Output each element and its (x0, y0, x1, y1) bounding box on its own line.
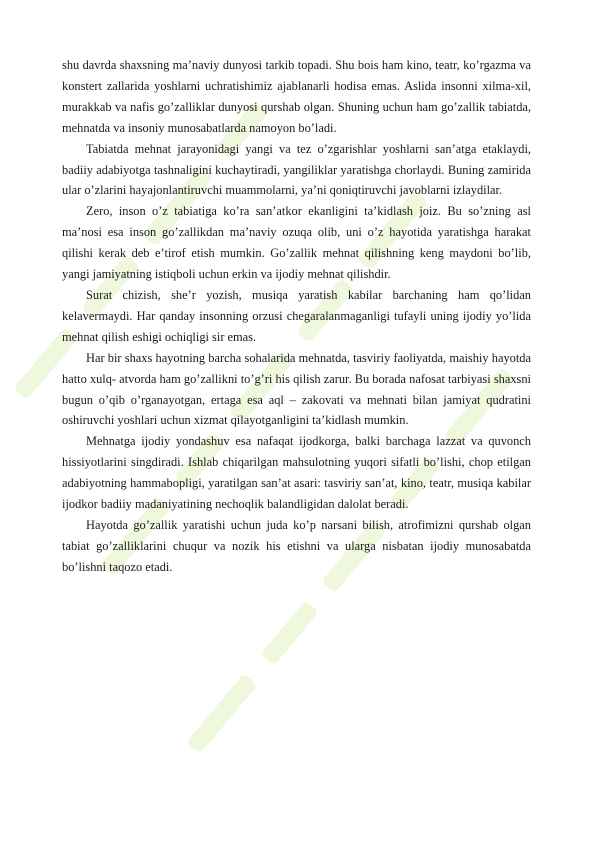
paragraph-6: Mehnatga ijodiy yondashuv esa nafaqat ijodkorga, balki barchaga lazzat va quvonch hissiyotlarini singdiradi. Ishlab chiqarilgan mahsulotning yuqori sifatli bo’lishi, chop etilgan adabiyotning hammabopligi, yaratilgan san’at asari: tasviriy san’at, kino, teatr, musiqa kabilar ijodkor badiiy madaniyatining nechoqlik balandligidan dalolat beradi. (62, 434, 531, 512)
paragraph-3: Zero, inson o’z tabiatiga ko’ra san’atkor ekanligini ta’kidlash joiz. Bu so’zning asl ma’nosi esa inson go’zallikdan ma’naviy ozuqa olib, uni o’z hayotida yaratishga harakat qilishi kerak deb e’tirof etish mumkin. Go’zallik mehnat qilishning keng maydoni bo’lib, yangi jamiyatning istiqboli uchun erkin va ijodiy mehnat qilishdir. (62, 204, 531, 282)
paragraph-7: Hayotda go’zallik yaratishi uchun juda ko’p narsani bilish, atrofimizni qurshab olgan tabiat go’zalliklarini chuqur va nozik his etishni va ularga nisbatan ijodiy munosabatda bo’lishni taqozo etadi. (62, 517, 531, 574)
document-page (62, 55, 531, 578)
paragraph-1: shu davrda shaxsning ma’naviy dunyosi tarkib topadi. Shu bois ham kino, teatr, ko’rgazma va konstert zallarida yoshlarni uchratishimiz ajablanarli hodisa emas. Aslida insonni xilma-xil, murakkab va nafis go’zalliklar dunyosi qurshab olgan. Shuning uchun ham go’zallik tabiatda, mehnatda va insoniy munosabatlarda namoyon bo’ladi. (62, 58, 531, 135)
paragraph-2: Tabiatda mehnat jarayonidagi yangi va tez o’zgarishlar yoshlarni san’atga etaklaydi, badiiy adabiyotga tashnaligini kuchaytiradi, yangiliklar yaratishga chorlaydi. Buning zamirida ular o’zlarini hayajonlantiruvchi muammolarni, ya’ni qoniqtiruvchi javoblarni izlaydilar. (62, 141, 531, 198)
paragraph-4: Surat chizish, she’r yozish, musiqa yaratish kabilar barchaning ham qo’lidan kelavermaydi. Har qanday insonning orzusi chegaralanmaganligi tufayli uning ijodiy yo’lida mehnat qilish eshigi ochiqligi sir emas. (62, 287, 531, 344)
paragraph-5: Har bir shaxs hayotning barcha sohalarida mehnatda, tasviriy faoliyatda, maishiy hayotda hatto xulq- atvorda ham go’zallikni to’g’ri his qilish zarur. Bu borada nafosat tarbiyasi shaxsni bugun o’qib o’rganayotgan, ertaga esa aql – zakovati va mehnati bilan jamiyat qudratini oshiruvchi yoshlari uchun xizmat qilayotganligini ta’kidlash mumkin. (62, 350, 531, 428)
